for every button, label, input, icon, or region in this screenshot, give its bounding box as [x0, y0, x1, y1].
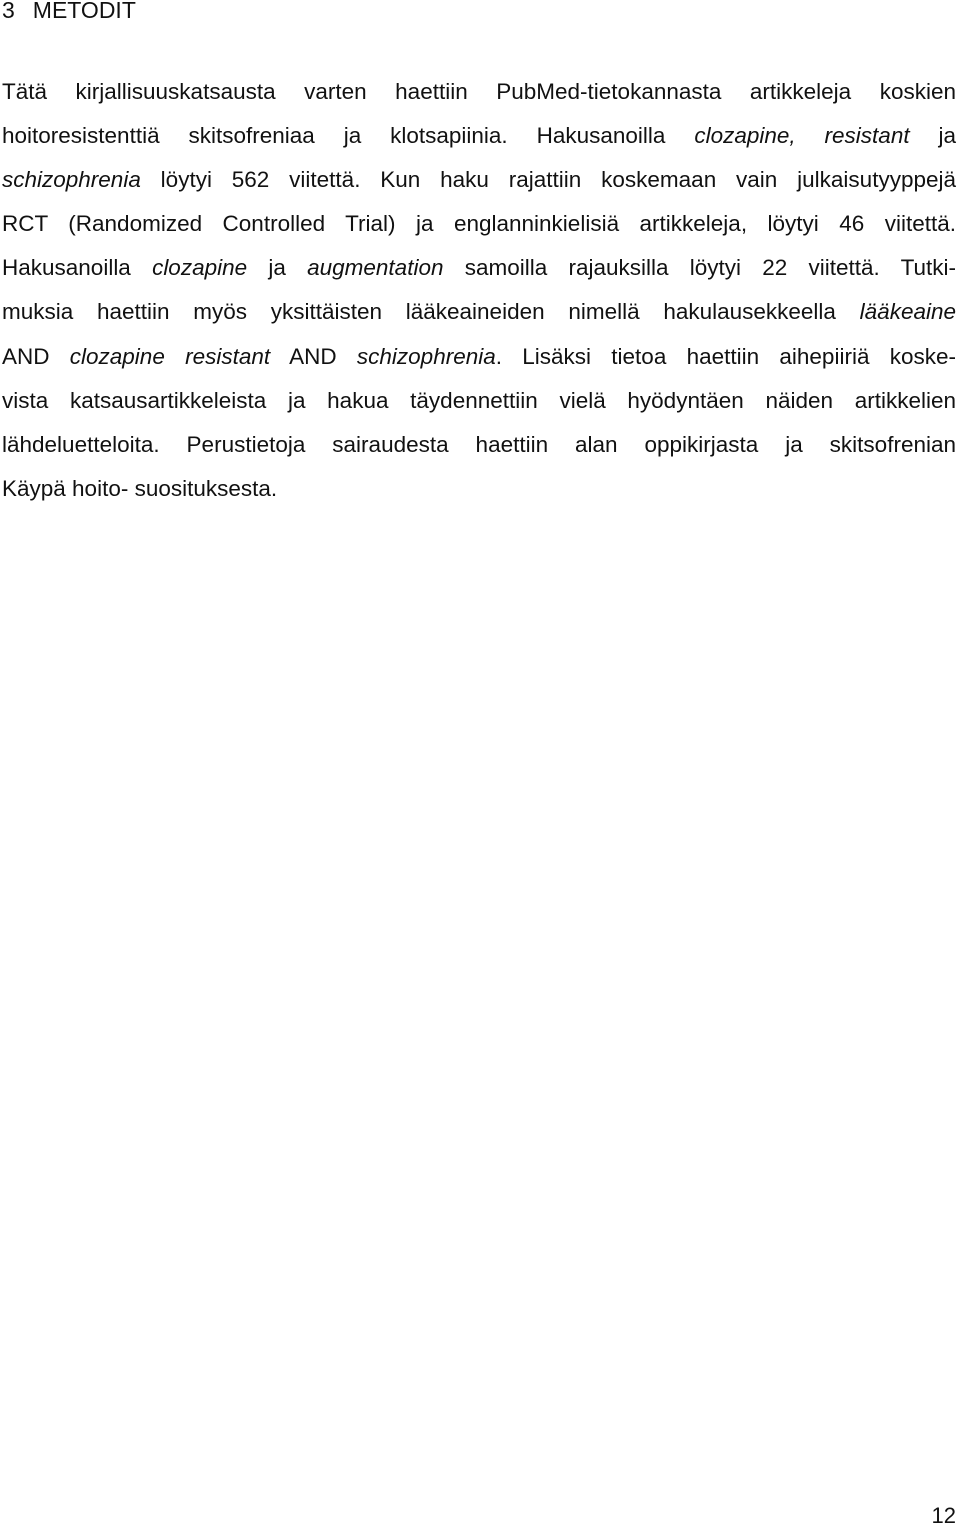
paragraph-line: [2, 158, 956, 202]
text-run: AND: [270, 343, 357, 369]
paragraph-line: [2, 423, 956, 467]
italic-term: augmentation: [307, 255, 444, 281]
paragraph-line: [2, 246, 956, 290]
text-run: lähdeluetteloita. Perustietoja sairaudesta haettiin alan oppikirjasta ja skitsofrenian: [2, 431, 956, 457]
text-run: RCT (Randomized Controlled Trial) ja englanninkielisiä artikkeleja, löytyi 46 viitettä.: [2, 211, 956, 237]
paragraph-line: [2, 290, 956, 334]
text-run: hoitoresistenttiä skitsofreniaa ja klotsapiinia. Hakusanoilla: [2, 123, 695, 149]
page-number: 12: [931, 1503, 956, 1528]
text-run: vista katsausartikkeleista ja hakua täydennettiin vielä hyödyntäen näiden artikkelien: [2, 387, 956, 413]
paragraph-line: [2, 202, 956, 246]
section-number: 3: [2, 0, 15, 23]
paragraph-line: [2, 114, 956, 158]
paragraph-line: [2, 379, 956, 423]
text-run: ja: [909, 123, 957, 149]
text-run: Tätä kirjallisuuskatsausta varten haettiin PubMed-tietokannasta artikkeleja koskien: [2, 79, 956, 104]
text-run: . Lisäksi tietoa haettiin aihepiiriä koske-: [495, 343, 956, 369]
text-run: Käypä hoito- suosituksesta.: [2, 475, 278, 501]
italic-term: clozapine: [152, 255, 248, 281]
section-heading: [2, 0, 136, 28]
text-run: samoilla rajauksilla löytyi 22 viitettä. Tutki-: [443, 255, 957, 281]
italic-term: clozapine resistant: [69, 343, 271, 369]
paragraph-line: [2, 467, 956, 511]
text-run: AND: [2, 343, 70, 369]
text-run: löytyi 562 viitettä. Kun haku rajattiin koskemaan vain julkaisutyyppejä: [140, 167, 956, 193]
body-paragraph: [2, 70, 956, 511]
italic-term: schizophrenia: [2, 167, 141, 193]
section-title: METODIT: [32, 0, 136, 23]
italic-term: clozapine, resistant: [694, 123, 910, 149]
italic-term: lääkeaine: [859, 299, 956, 325]
paragraph-line: [2, 335, 956, 379]
text-run: muksia haettiin myös yksittäisten lääkeaineiden nimellä hakulausekkeella: [2, 299, 860, 325]
text-run: Hakusanoilla: [2, 255, 153, 281]
text-run: ja: [247, 255, 308, 281]
italic-term: schizophrenia: [356, 343, 496, 369]
paragraph-line: [2, 70, 956, 114]
